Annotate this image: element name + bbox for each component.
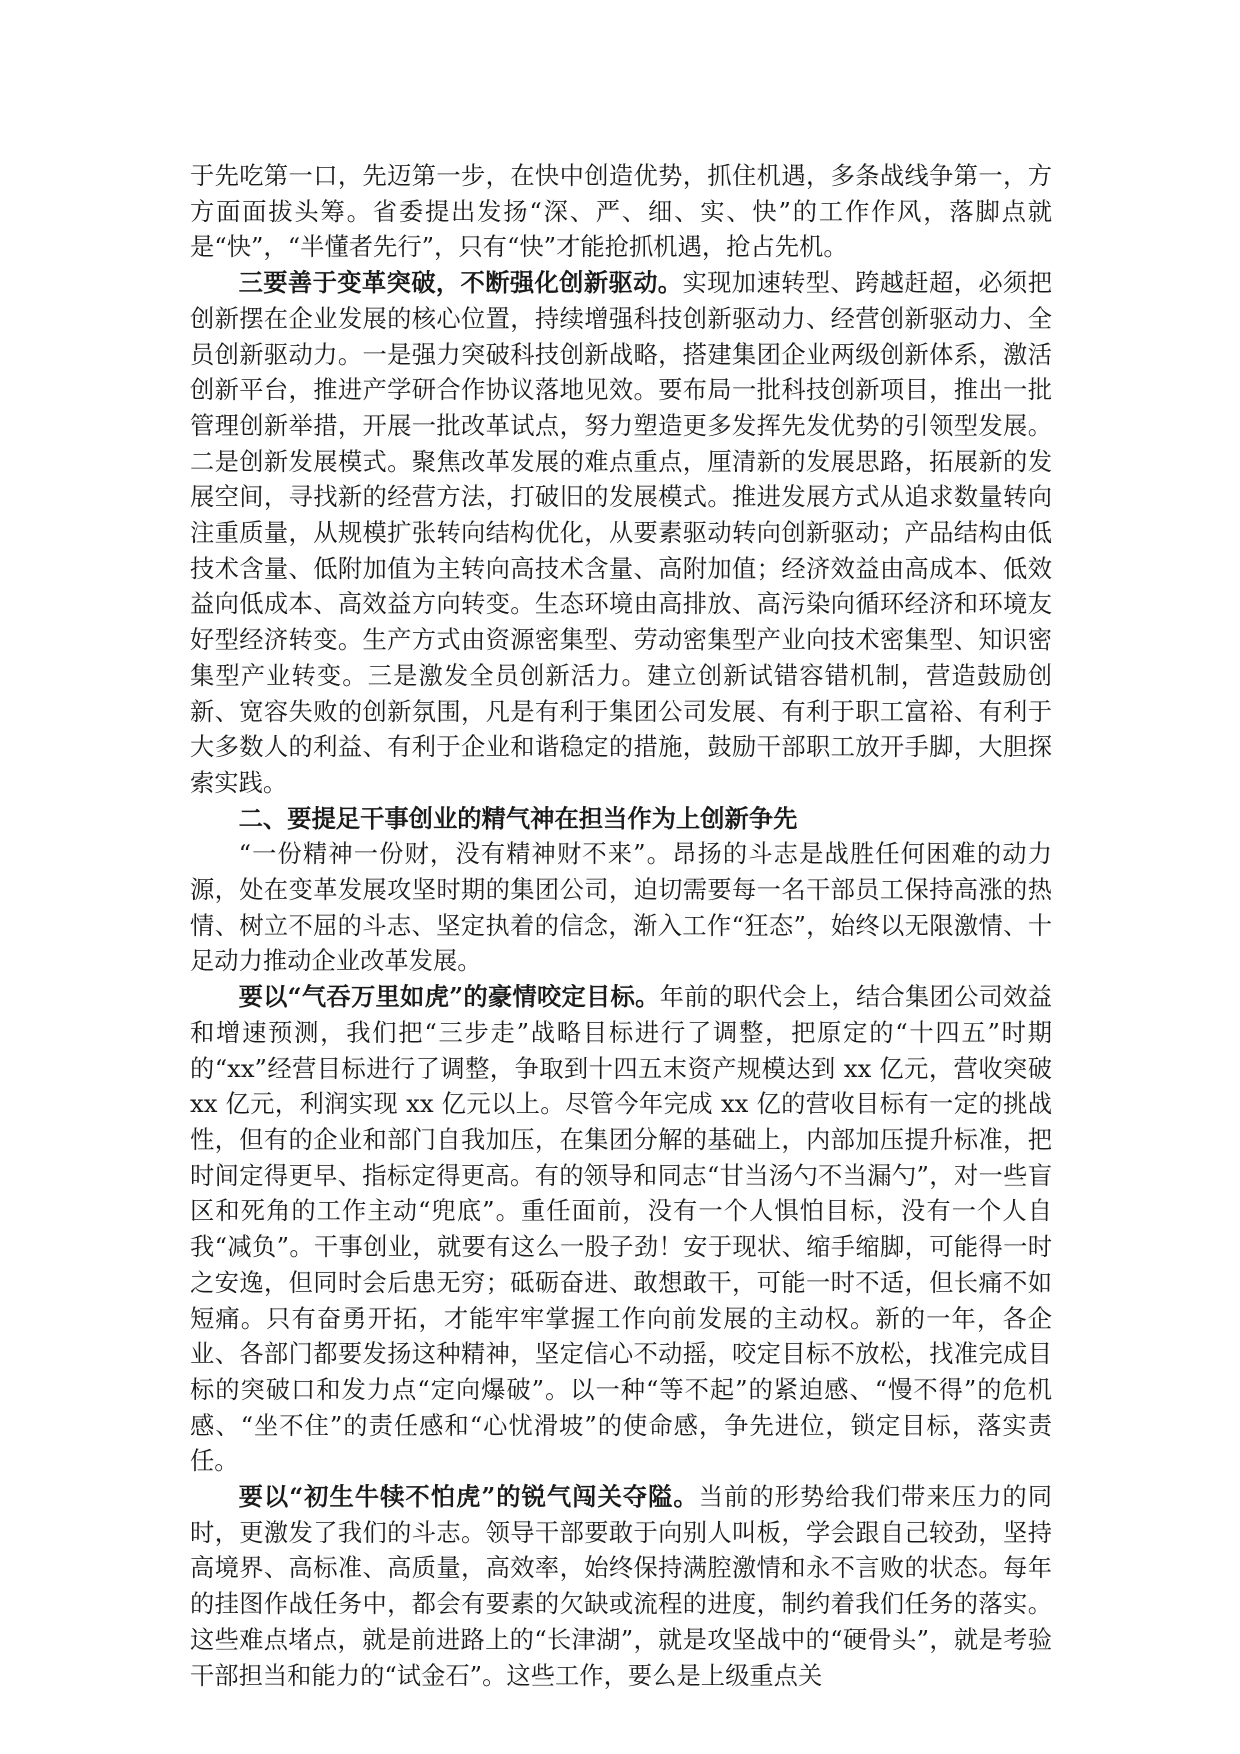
paragraph-innovation-drive [190, 265, 1052, 801]
paragraph-text: 年前的职代会上，结合集团公司效益和增速预测，我们把“三步走”战略目标进行了调整，把原定的“十四五”时期的“xx”经营目标进行了调整，争取到十四五末资产规模达到 xx 亿元，营收突破 xx 亿元，利润实现 xx 亿元以上。尽管今年完成 xx 亿的营收目标有一定的挑战性，但有的企业和部门自我加压，在集团分解的基础上，内部加压提升标准，把时间定得更早、指标定得更高。有的领导和同志“甘当汤勺不当漏勺”，对一些盲区和死角的工作主动“兜底”。重任面前，没有一个人惧怕目标，没有一个人自我“减负”。干事创业，就要有这么一股子劲！安于现状、缩手缩脚，可能得一时之安逸，但同时会后患无穷；砥砺奋进、敢想敢干，可能一时不适，但长痛不如短痛。只有奋勇开拓，才能牢牢掌握工作向前发展的主动权。新的一年，各企业、各部门都要发扬这种精神，坚定信心不动摇，咬定目标不放松，找准完成目标的突破口和发力点“定向爆破”。以一种“等不起”的紧迫感、“慢不得”的危机感、“坐不住”的责任感和“心忧滑坡”的使命感，争先进位，锁定目标，落实责任。 [190, 982, 1053, 1476]
paragraph-text: “一份精神一份财，没有精神财不来”。昂扬的斗志是战胜任何困难的动力源，处在变革发展攻坚时期的集团公司，迫切需要每一名干部员工保持高涨的热情、树立不屈的斗志、坚定执着的信念，渐入工作“狂态”，始终以无限激情、十足动力推动企业改革发展。 [190, 839, 1052, 976]
section-heading-text: 二、要提足干事创业的精气神在担当作为上创新争先 [238, 803, 798, 833]
paragraph-text: 实现加速转型、跨越赶超，必须把创新摆在企业发展的核心位置，持续增强科技创新驱动力、经营创新驱动力、全员创新驱动力。一是强力突破科技创新战略，搭建集团企业两级创新体系，激活创新平台，推进产学研合作协议落地见效。要布局一批科技创新项目，推出一批管理创新举措，开展一批改革试点，努力塑造更多发挥先发优势的引领型发展。二是创新发展模式。聚焦改革发展的难点重点，厘清新的发展思路，拓展新的发展空间，寻找新的经营方法，打破旧的发展模式。推进发展方式从追求数量转向注重质量，从规模扩张转向结构优化，从要素驱动转向创新驱动；产品结构由低技术含量、低附加值为主转向高技术含量、高附加值；经济效益由高成本、低效益向低成本、高效益方向转变。生态环境由高排放、高污染向循环经济和环境友好型经济转变。生产方式由资源密集型、劳动密集型产业向技术密集型、知识密集型产业转变。三是激发全员创新活力。建立创新试错容错机制，营造鼓励创新、宽容失败的创新氛围，凡是有利于集团公司发展、有利于职工富裕、有利于大多数人的利益、有利于企业和谐稳定的措施，鼓励干部职工放开手脚，大胆探索实践。 [190, 268, 1052, 797]
paragraph-lead-bold: 三要善于变革突破，不断强化创新驱动。 [238, 268, 683, 298]
section-heading [190, 801, 1052, 837]
paragraph-breakthrough [190, 1479, 1052, 1693]
paragraph-spirit [190, 836, 1052, 979]
paragraph-lead-bold: 要以“初生牛犊不怕虎”的锐气闯关夺隘。 [238, 1482, 699, 1512]
paragraph-text: 当前的形势给我们带来压力的同时，更激发了我们的斗志。领导干部要敢于向别人叫板，学会跟自己较劲，坚持高境界、高标准、高质量，高效率，始终保持满腔激情和永不言败的状态。每年的挂图作战任务中，都会有要素的欠缺或流程的进度，制约着我们任务的落实。这些难点堵点，就是前进路上的“长津湖”，就是攻坚战中的“硬骨头”，就是考验干部担当和能力的“试金石”。这些工作，要么是上级重点关 [190, 1482, 1053, 1690]
paragraph-target [190, 979, 1052, 1479]
paragraph-text: 于先吃第一口，先迈第一步，在快中创造优势，抓住机遇，多条战线争第一，方方面面拔头筹。省委提出发扬“深、严、细、实、快”的工作作风，落脚点就是“快”，“半懂者先行”，只有“快”才能抢抓机遇，抢占先机。 [190, 161, 1052, 262]
paragraph-continuation [190, 158, 1052, 265]
paragraph-lead-bold: 要以“气吞万里如虎”的豪情咬定目标。 [238, 982, 660, 1012]
document-body [190, 158, 1052, 1693]
